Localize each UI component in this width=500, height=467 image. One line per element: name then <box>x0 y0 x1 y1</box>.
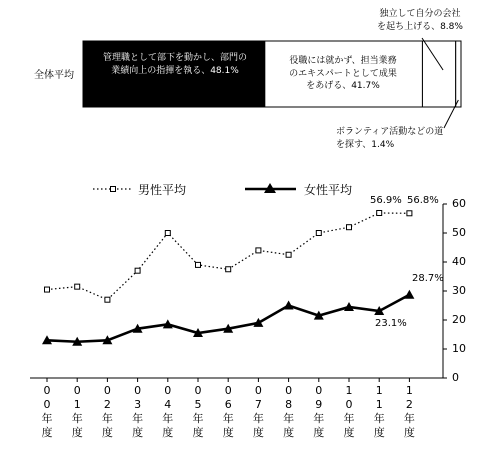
bar-segment-label-expert: 役職には就かず、担当業務のエキスパートとして成果をあげる、41.7% <box>289 56 397 91</box>
bar-category-label: 全体平均 <box>34 70 74 81</box>
marker-male-4 <box>165 231 170 236</box>
marker-male-6 <box>226 267 231 272</box>
y-tick-label-30: 30 <box>452 284 466 297</box>
series-line-male <box>47 213 409 300</box>
x-tick-label-2: 0 2 年 度 <box>101 384 113 439</box>
marker-male-5 <box>196 262 201 267</box>
x-tick-label-9: 0 9 年 度 <box>313 384 325 439</box>
x-tick-label-11: 1 1 年 度 <box>373 384 385 439</box>
x-tick-label-1: 0 1 年 度 <box>71 384 83 439</box>
data-label-male-12: 56.8% <box>407 195 439 206</box>
marker-male-1 <box>75 284 80 289</box>
marker-male-11 <box>377 210 382 215</box>
x-tick-label-0: 0 0 年 度 <box>41 384 53 439</box>
data-label-female-12: 28.7% <box>412 273 444 284</box>
x-tick-label-10: 1 0 年 度 <box>343 384 355 439</box>
y-tick-label-60: 60 <box>452 197 466 210</box>
marker-male-2 <box>105 297 110 302</box>
x-tick-label-8: 0 8 年 度 <box>283 384 295 439</box>
x-tick-label-5: 0 5 年 度 <box>192 384 204 439</box>
marker-male-9 <box>316 231 321 236</box>
x-tick-label-7: 0 7 年 度 <box>252 384 264 439</box>
legend-label-male: 男性平均 <box>138 183 187 197</box>
x-tick-label-6: 0 6 年 度 <box>222 384 234 439</box>
marker-male-8 <box>286 252 291 257</box>
y-tick-label-50: 50 <box>452 226 466 239</box>
y-tick-label-0: 0 <box>452 371 459 384</box>
x-tick-label-4: 0 4 年 度 <box>162 384 174 439</box>
marker-male-3 <box>135 268 140 273</box>
bar-segment-2 <box>422 41 455 107</box>
callout-label-independent: 独立して自分の会社を起ち上げる、8.8% <box>377 9 463 32</box>
y-tick-label-10: 10 <box>452 342 466 355</box>
marker-male-7 <box>256 248 261 253</box>
callout-label-volunteer: ボランティア活動などの道を探す、1.4% <box>336 127 444 150</box>
y-tick-label-20: 20 <box>452 313 466 326</box>
y-tick-label-40: 40 <box>452 255 466 268</box>
x-tick-label-3: 0 3 年 度 <box>132 384 144 439</box>
x-tick-label-12: 1 2 年 度 <box>403 384 415 439</box>
legend-marker-male <box>111 187 116 192</box>
marker-male-0 <box>45 287 50 292</box>
marker-male-10 <box>347 225 352 230</box>
data-label-female-11: 23.1% <box>375 318 407 329</box>
series-line-female <box>47 295 409 342</box>
marker-male-12 <box>407 211 412 216</box>
marker-female-12 <box>404 290 414 299</box>
legend-label-female: 女性平均 <box>304 183 353 197</box>
marker-female-8 <box>284 301 294 310</box>
bar-segment-label-management: 管理職として部下を動かし、部門の業績向上の指揮を執る、48.1% <box>102 53 247 76</box>
data-label-male-11: 56.9% <box>370 195 402 206</box>
bar-segment-3 <box>456 41 461 107</box>
